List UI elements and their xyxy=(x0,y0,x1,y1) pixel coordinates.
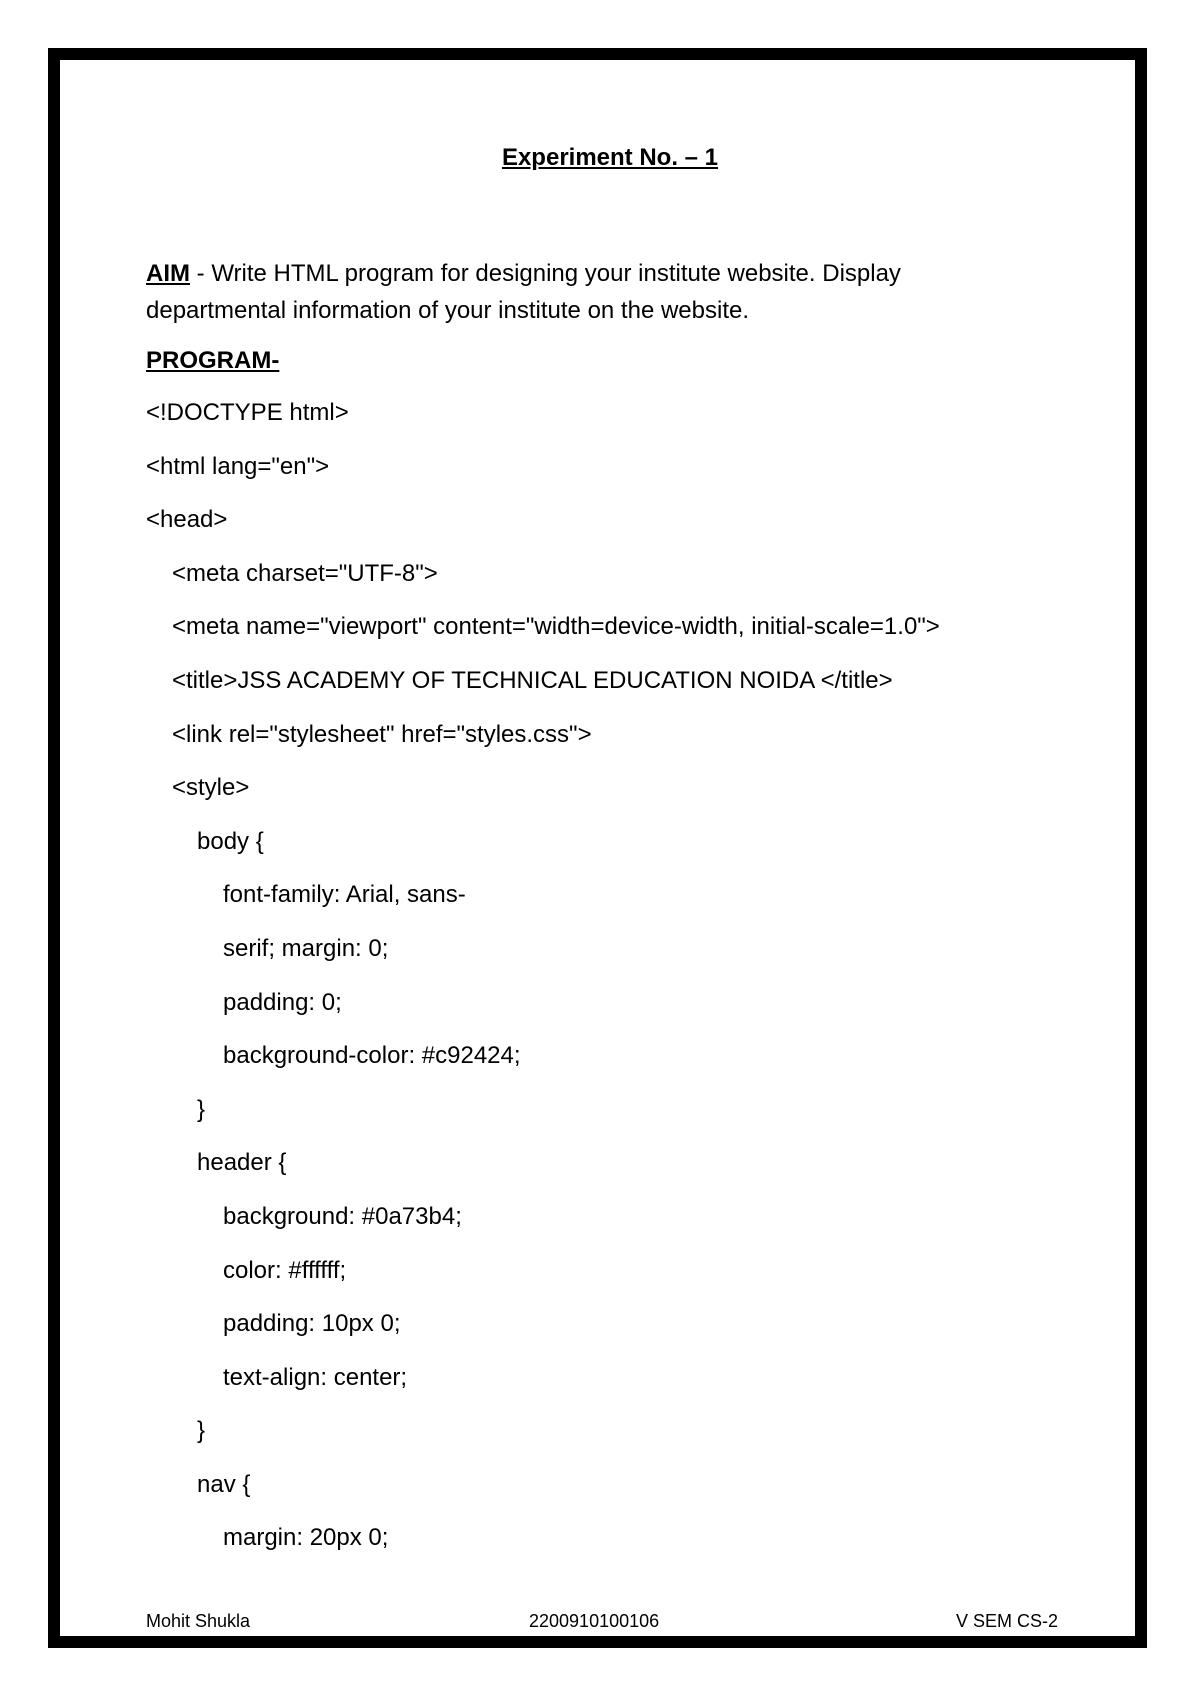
code-line: <head> xyxy=(146,506,228,534)
code-line: background: #0a73b4; xyxy=(223,1202,462,1230)
aim-text: - Write HTML program for designing your institute website. Display departmental information of your institute on the website. xyxy=(146,260,901,324)
code-line: } xyxy=(197,1417,206,1445)
code-line: <!DOCTYPE html> xyxy=(146,399,349,426)
experiment-title: Experiment No. – 1 xyxy=(501,144,719,171)
code-line: nav { xyxy=(197,1470,251,1498)
footer-class: V SEM CS-2 xyxy=(956,1611,1059,1631)
program-heading: PROGRAM- xyxy=(146,347,280,374)
code-line: body { xyxy=(197,827,264,855)
code-line: <meta name="viewport" content="width=device-width, initial-scale=1.0"> xyxy=(172,613,940,641)
code-line: margin: 20px 0; xyxy=(223,1524,389,1552)
code-line: <title>JSS ACADEMY OF TECHNICAL EDUCATION NOIDA </title> xyxy=(172,666,893,694)
code-line: padding: 0; xyxy=(223,988,342,1016)
code-line: <meta charset="UTF-8"> xyxy=(172,559,438,587)
code-line: background-color: #c92424; xyxy=(223,1042,521,1070)
code-listing xyxy=(146,398,940,1577)
footer-roll-number: 2200910100106 xyxy=(529,1611,660,1631)
code-line: header { xyxy=(197,1149,287,1177)
code-line: <style> xyxy=(172,774,250,802)
code-line: text-align: center; xyxy=(223,1363,408,1391)
code-line: } xyxy=(197,1095,206,1123)
code-line: color: #ffffff; xyxy=(223,1256,347,1284)
code-line: serif; margin: 0; xyxy=(223,934,389,962)
aim-paragraph xyxy=(146,255,1026,329)
code-line: <html lang="en"> xyxy=(146,452,330,480)
aim-label: AIM xyxy=(146,260,190,287)
code-line: padding: 10px 0; xyxy=(223,1310,401,1338)
footer-student-name: Mohit Shukla xyxy=(146,1611,251,1631)
code-line: <link rel="stylesheet" href="styles.css"> xyxy=(172,720,592,748)
code-line: font-family: Arial, sans- xyxy=(223,881,466,909)
